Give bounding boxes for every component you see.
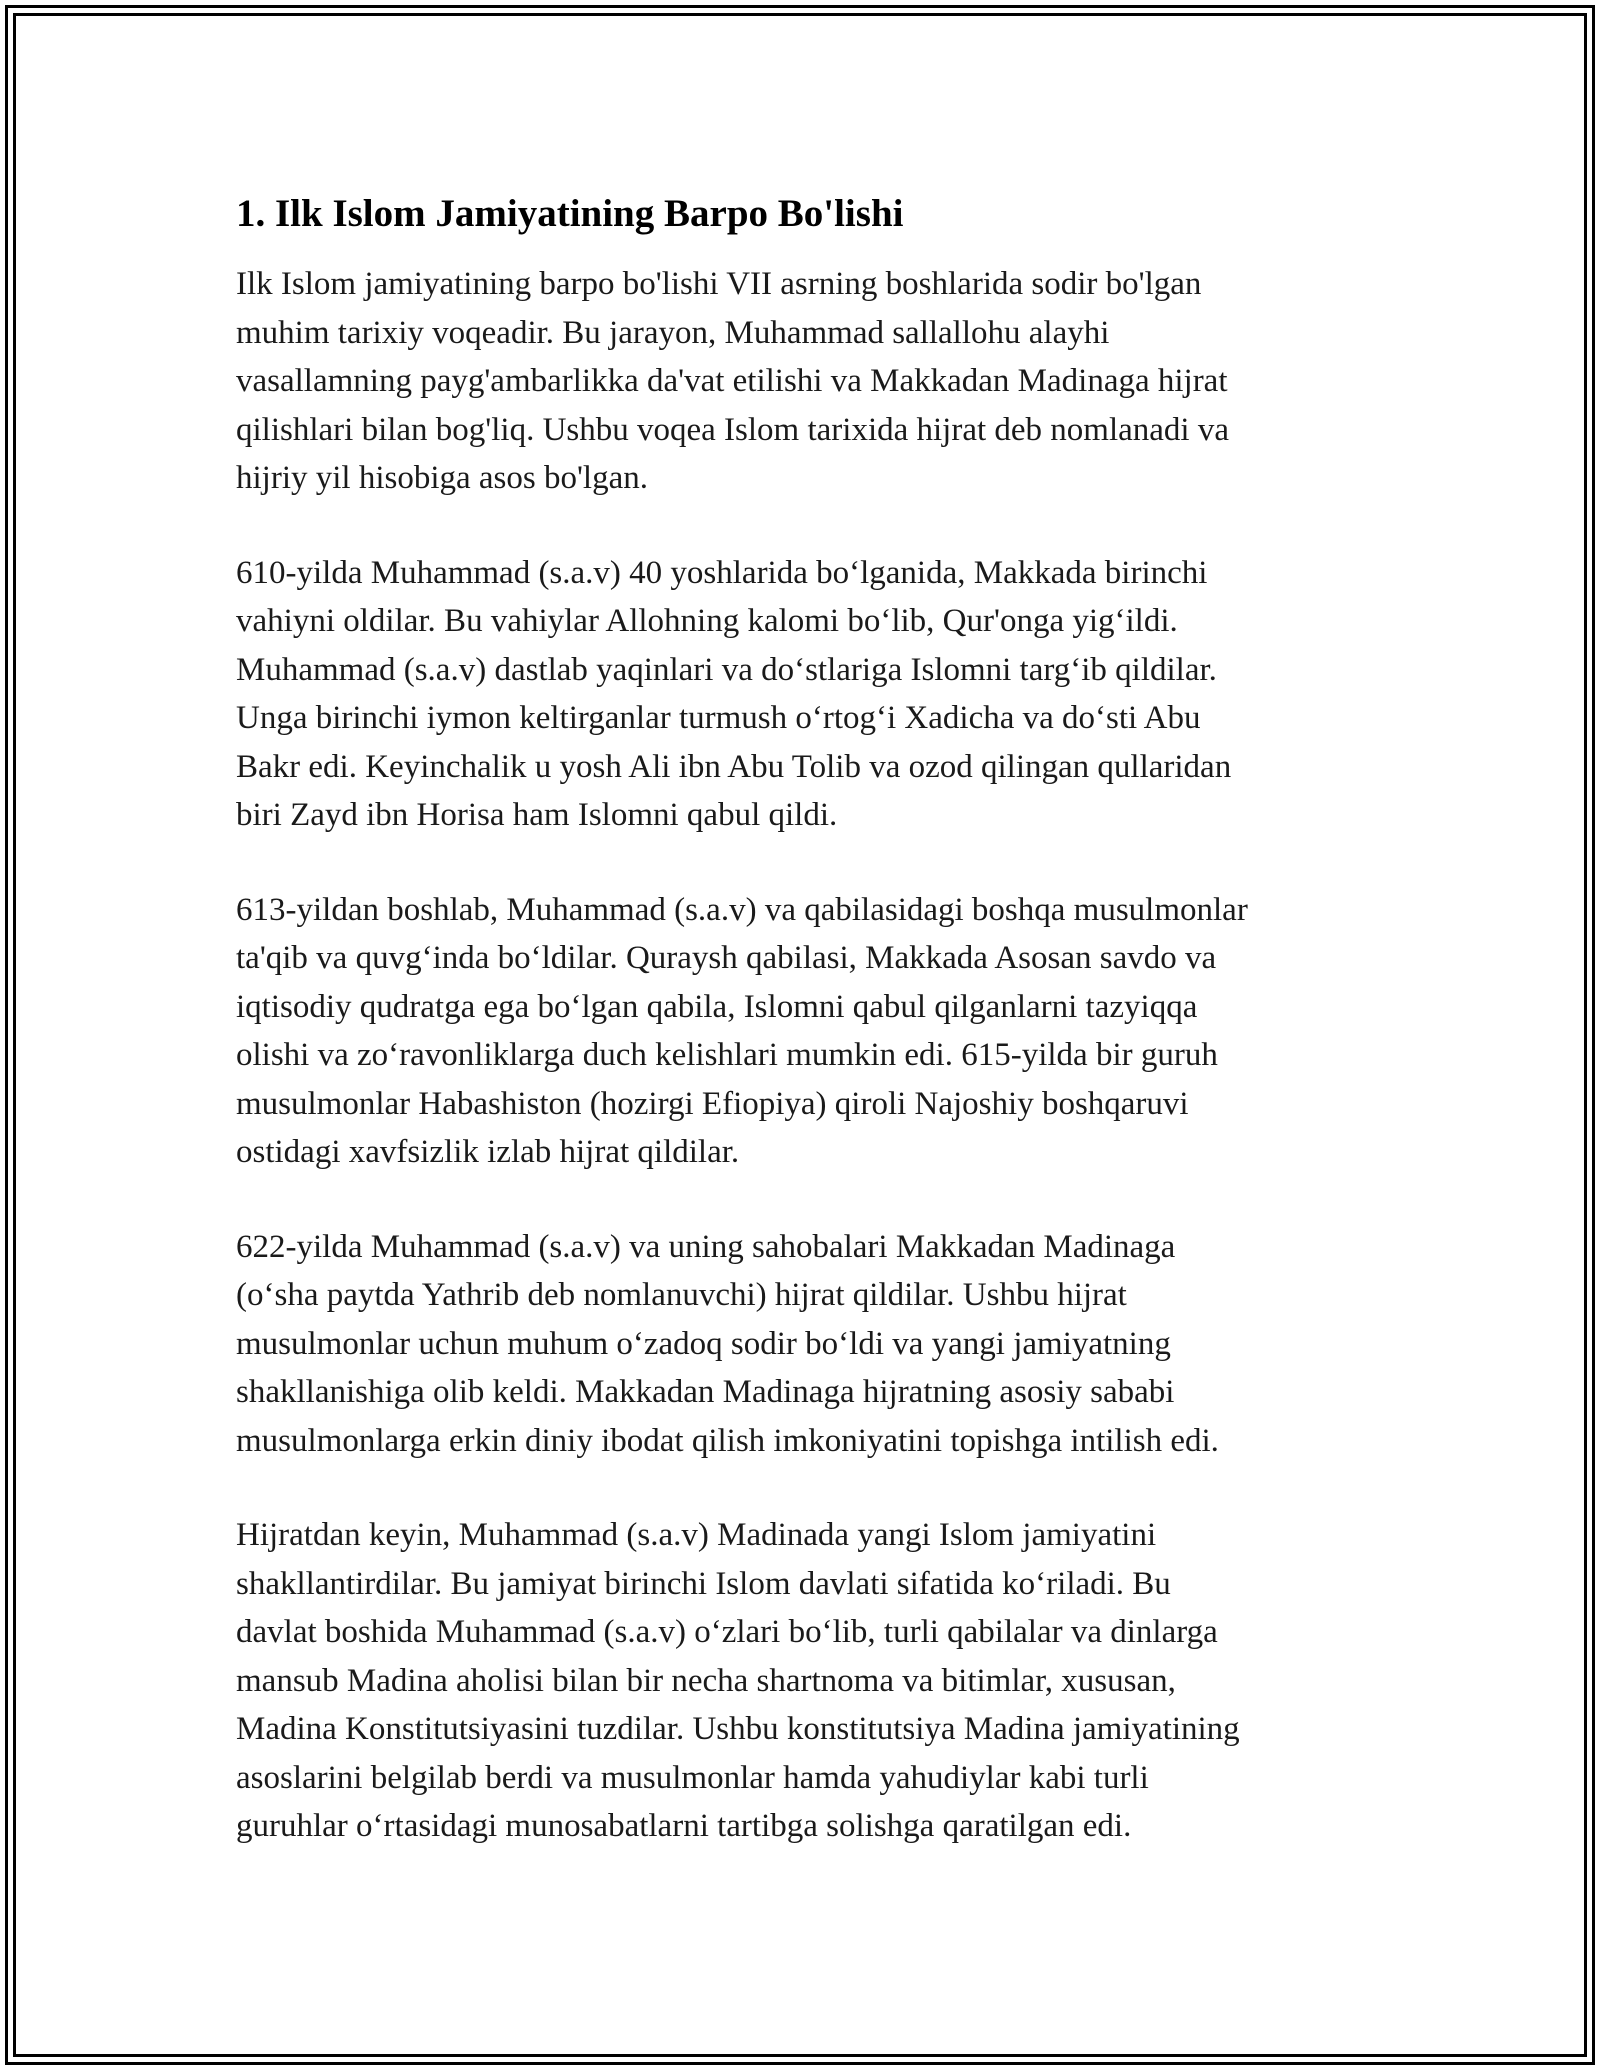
text-line: 613-yildan boshlab, Muhammad (s.a.v) va qabilasidagi boshqa musulmonlar (236, 891, 1248, 928)
text-line: vasallamning payg'ambarlikka da'vat etilishi va Makkadan Madinaga hijrat (236, 363, 1228, 399)
text-line: Unga birinchi iymon keltirganlar turmush o‘rtog‘i Xadicha va do‘sti Abu (236, 700, 1201, 736)
text-line: musulmonlar Habashiston (hozirgi Efiopiya) qiroli Najoshiy boshqaruvi (236, 1085, 1189, 1122)
text-line: ta'qib va quvg‘inda bo‘ldilar. Quraysh qabilasi, Makkada Asosan savdo va (236, 940, 1217, 976)
text-line: Ilk Islom jamiyatining barpo bo'lishi VII asrning boshlarida sodir bo'lgan (236, 266, 1202, 302)
text-line: (o‘sha paytda Yathrib deb nomlanuvchi) hijrat qildilar. Ushbu hijrat (236, 1277, 1127, 1313)
document-body (236, 186, 1366, 1851)
text-line: asoslarini belgilab berdi va musulmonlar hamda yahudiylar kabi turli (236, 1759, 1149, 1796)
text-line: Madina Konstitutsiyasini tuzdilar. Ushbu konstitutsiya Madina jamiyatining (236, 1711, 1240, 1747)
text-line: davlat boshida Muhammad (s.a.v) o‘zlari bo‘lib, turli qabilalar va dinlarga (236, 1614, 1218, 1650)
text-line: shakllantirdilar. Bu jamiyat birinchi Islom davlati sifatida ko‘riladi. Bu (236, 1565, 1171, 1602)
text-line: olishi va zo‘ravonliklarga duch kelishlari mumkin edi. 615-yilda bir guruh (236, 1037, 1218, 1073)
text-line: hijriy yil hisobiga asos bo'lgan. (236, 460, 649, 496)
section-heading: 1. Ilk Islom Jamiyatining Barpo Bo'lishi (236, 192, 904, 235)
text-line: mansub Madina aholisi bilan bir necha shartnoma va bitimlar, xususan, (236, 1662, 1176, 1699)
text-line: musulmonlarga erkin diniy ibodat qilish imkoniyatini topishga intilish edi. (236, 1422, 1219, 1459)
text-line: iqtisodiy qudratga ega bo‘lgan qabila, Islomni qabul qilganlarni tazyiqqa (236, 988, 1198, 1025)
text-line: Bakr edi. Keyinchalik u yosh Ali ibn Abu Tolib va ozod qilingan qullaridan (236, 748, 1232, 785)
text-line: 622-yilda Muhammad (s.a.v) va uning sahobalari Makkadan Madinaga (236, 1228, 1176, 1265)
text-line: guruhlar o‘rtasidagi munosabatlarni tartibga solishga qaratilgan edi. (236, 1808, 1132, 1844)
text-line: Hijratdan keyin, Muhammad (s.a.v) Madinada yangi Islom jamiyatini (236, 1517, 1157, 1553)
text-line: Muhammad (s.a.v) dastlab yaqinlari va do‘stlariga Islomni targ‘ib qildilar. (236, 651, 1217, 688)
text-line: vahiyni oldilar. Bu vahiylar Allohning kalomi bo‘lib, Qur'onga yig‘ildi. (236, 603, 1178, 639)
text-line: qilishlari bilan bog'liq. Ushbu voqea Islom tarixida hijrat deb nomlanadi va (236, 411, 1229, 448)
text-line: shakllanishiga olib keldi. Makkadan Madinaga hijratning asosiy sababi (236, 1374, 1175, 1410)
text-line: biri Zayd ibn Horisa ham Islomni qabul qildi. (236, 797, 838, 833)
paragraph-1 (236, 260, 1366, 503)
text-line: ostidagi xavfsizlik izlab hijrat qildilar. (236, 1134, 740, 1170)
text-line: muhim tarixiy voqeadir. Bu jarayon, Muhammad sallallohu alayhi (236, 314, 1110, 351)
text-line: 610-yilda Muhammad (s.a.v) 40 yoshlarida bo‘lganida, Makkada birinchi (236, 554, 1208, 591)
paragraph-4 (236, 1223, 1366, 1466)
text-line: musulmonlar uchun muhum o‘zadoq sodir bo‘ldi va yangi jamiyatning (236, 1325, 1171, 1362)
paragraph-5 (236, 1511, 1366, 1851)
paragraph-2 (236, 549, 1366, 840)
paragraph-3 (236, 886, 1366, 1177)
